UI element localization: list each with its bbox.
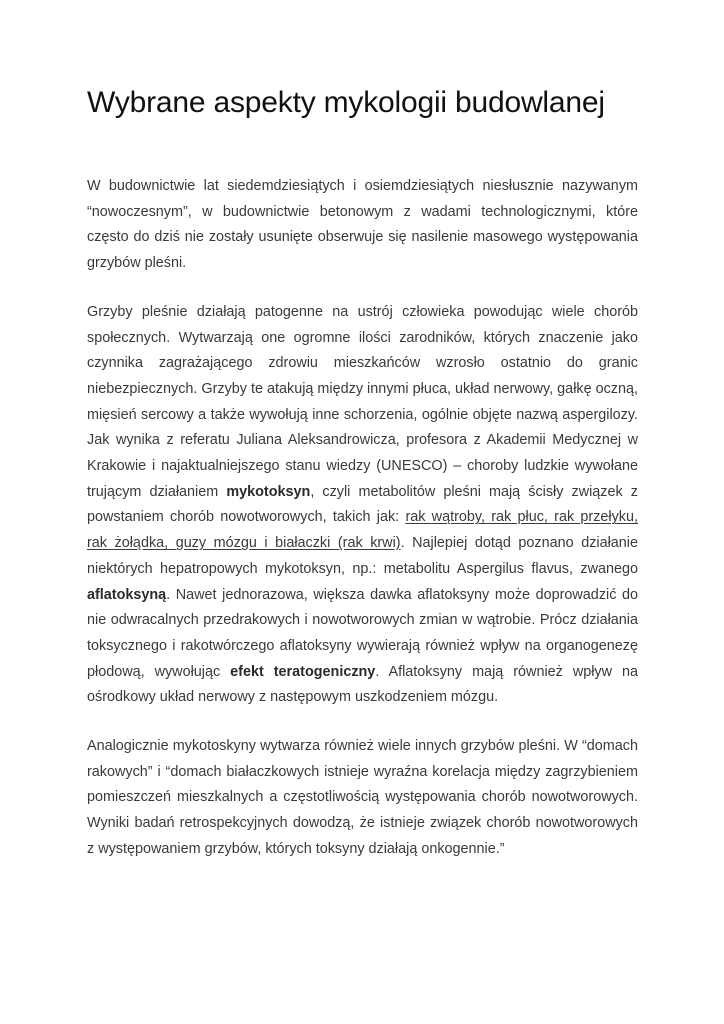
paragraph-text: . Nawet jednorazowa, większa dawka aflatoksyny może doprowadzić do nie odwracalnych przedrakowych i nowotworowych zmian w wątrobie. Prócz działania toksycznego i rakotwórczego aflatoksyny wywierają również wpływ na organogenezę płodową, wywołując (87, 586, 638, 680)
underlined-cancer-list: rak wątroby, rak płuc, rak przełyku, rak żołądka, guzy mózgu i białaczki (rak krwi) (87, 509, 638, 552)
bold-term-mykotoksyn: mykotoksyn (226, 483, 311, 500)
paragraph-text: . Aflatoksyny mają również wpływ na ośrodkowy układ nerwowy z następowym uszkodzeniem mózgu. (87, 663, 638, 706)
paragraph-correlation: Analogicznie mykotoskyny wytwarza również wiele innych grzybów pleśni. W “domach rakowych” i “domach białaczkowych istnieje wyraźna korelacja między zagrzybieniem pomieszczeń mieszkalnych a częstotliwością występowania chorób nowotworowych. Wyniki badań retrospekcyjnych dowodzą, że istnieje związek chorób nowotworowych z występowaniem grzybów, których toksyny działają onkogennie.” (87, 738, 638, 857)
document-page (87, 80, 638, 863)
document-title: Wybrane aspekty mykologii budowlanej (87, 86, 605, 119)
paragraph-intro: W budownictwie lat siedemdziesiątych i osiemdziesiątych niesłusznie nazywanym “nowoczesnym”, w budownictwie betonowym z wadami technologicznymi, które często do dziś nie zostały usunięte obserwuje się nasilenie masowego występowania grzybów pleśni. (87, 178, 638, 272)
paragraph-text: Grzyby pleśnie działają patogenne na ustrój człowieka powodując wiele chorób społecznych. Wytwarzają one ogromne ilości zarodników, których znaczenie jako czynnika zagrażającego zdrowiu mieszkańców wzrosło ostatnio do granic niebezpiecznych. Grzyby te atakują między innymi płuca, układ nerwowy, gałkę oczną, mięsień sercowy a także wywołują inne schorzenia, ogólnie objęte nazwą aspergilozy. Jak wynika z referatu Juliana Aleksandrowicza, profesora z Akademii Medycznej w Krakowie i najaktualniejszego stanu wiedzy (UNESCO) – choroby ludzkie wywołane trującym działaniem (87, 303, 638, 500)
bold-term-aflatoksyna: aflatoksyną (87, 586, 167, 603)
bold-term-efekt-teratogeniczny: efekt teratogeniczny (230, 663, 376, 680)
paragraph-text: , czyli metabolitów pleśni mają ścisły związek z powstaniem chorób nowotworowych, takich jak: (87, 483, 638, 526)
paragraph-text: . Najlepiej dotąd poznano działanie niektórych hepatropowych mykotoksyn, np.: metabolitu Aspergilus flavus, zwanego (87, 535, 638, 577)
paragraph-health-effects (87, 300, 638, 711)
